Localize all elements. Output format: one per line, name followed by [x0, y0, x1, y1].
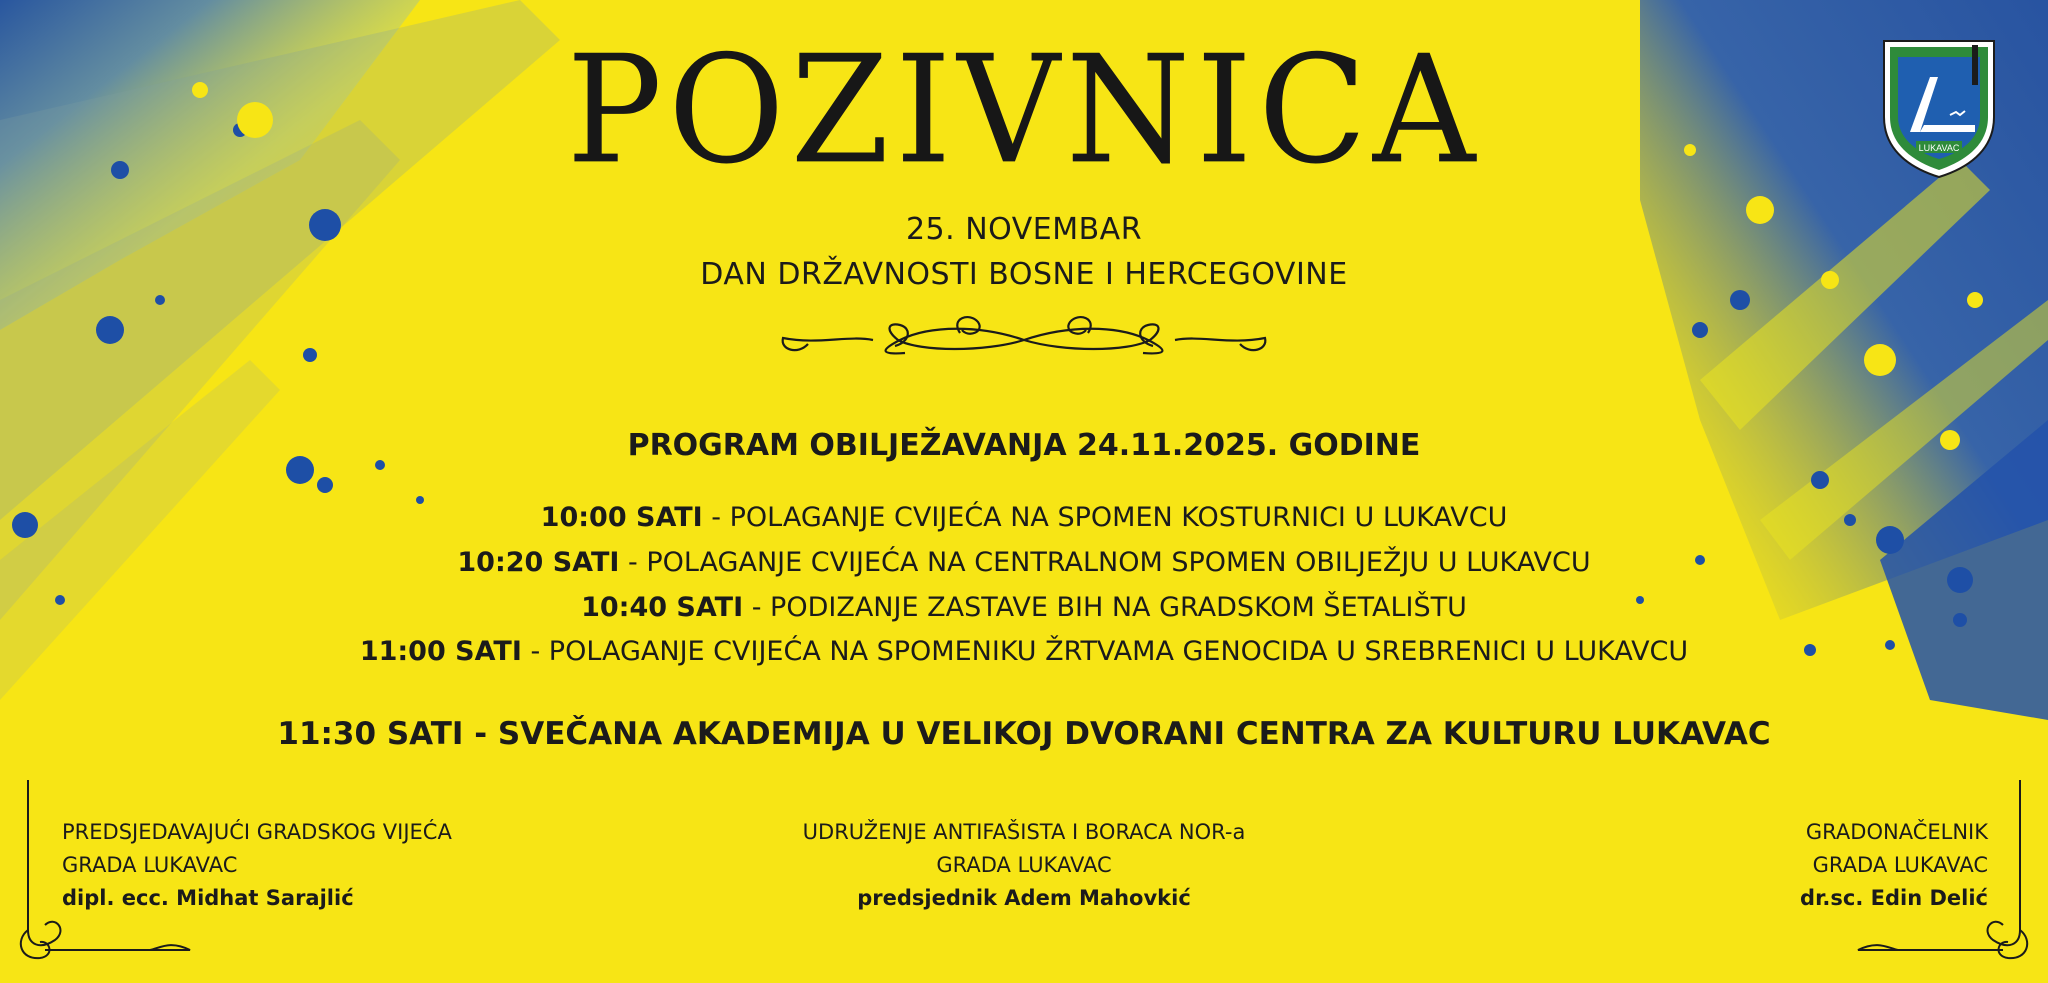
event-time: 11:00 SATI [359, 636, 522, 667]
event-time: 10:20 SATI [457, 547, 620, 578]
event-text: - POLAGANJE CVIJEĆA NA CENTRALNOM SPOMEN OBILJEŽJU U LUKAVCU [619, 547, 1591, 578]
invitation-title: POZIVNICA [566, 23, 1482, 198]
event-text: - POLAGANJE CVIJEĆA NA SPOMEN KOSTURNICI U LUKAVCU [702, 502, 1508, 533]
final-event: 11:30 SATI - SVEČANA AKADEMIJA U VELIKOJ DVORANI CENTRA ZA KULTURU LUKAVAC [277, 716, 1771, 752]
event-time: 10:00 SATI [540, 502, 703, 533]
signatory-title: UDRUŽENJE ANTIFAŠISTA I BORACA NOR-a [802, 820, 1246, 844]
event-item [0, 547, 2048, 578]
event-item [0, 502, 2048, 533]
signatory-title: PREDSJEDAVAJUĆI GRADSKOG VIJEĆA [62, 820, 452, 844]
event-item [0, 592, 2048, 623]
program-heading: PROGRAM OBILJEŽAVANJA 24.11.2025. GODINE [627, 428, 1421, 463]
signatory-name: predsjednik Adem Mahovkić [857, 886, 1191, 910]
event-text: - POLAGANJE CVIJEĆA NA SPOMENIKU ŽRTVAMA GENOCIDA U SREBRENICI U LUKAVCU [521, 636, 1689, 667]
signatory-left [62, 816, 452, 915]
occasion-line: DAN DRŽAVNOSTI BOSNE I HERCEGOVINE [700, 257, 1348, 292]
signatory-org: GRADA LUKAVAC [1812, 853, 1988, 877]
signatory-name: dipl. ecc. Midhat Sarajlić [62, 886, 354, 910]
signatory-org: GRADA LUKAVAC [62, 853, 238, 877]
event-text: - PODIZANJE ZASTAVE BIH NA GRADSKOM ŠETALIŠTU [743, 592, 1467, 623]
event-time: 10:40 SATI [581, 592, 744, 623]
signatory-right [1800, 816, 1988, 915]
signatory-center [724, 816, 1324, 915]
crest-label: LUKAVAC [1918, 143, 1960, 153]
signatory-title: GRADONAČELNIK [1805, 820, 1988, 844]
date-line: 25. NOVEMBAR [905, 212, 1143, 247]
signatory-org: GRADA LUKAVAC [936, 853, 1112, 877]
event-item [0, 636, 2048, 667]
signatory-name: dr.sc. Edin Delić [1800, 886, 1988, 910]
